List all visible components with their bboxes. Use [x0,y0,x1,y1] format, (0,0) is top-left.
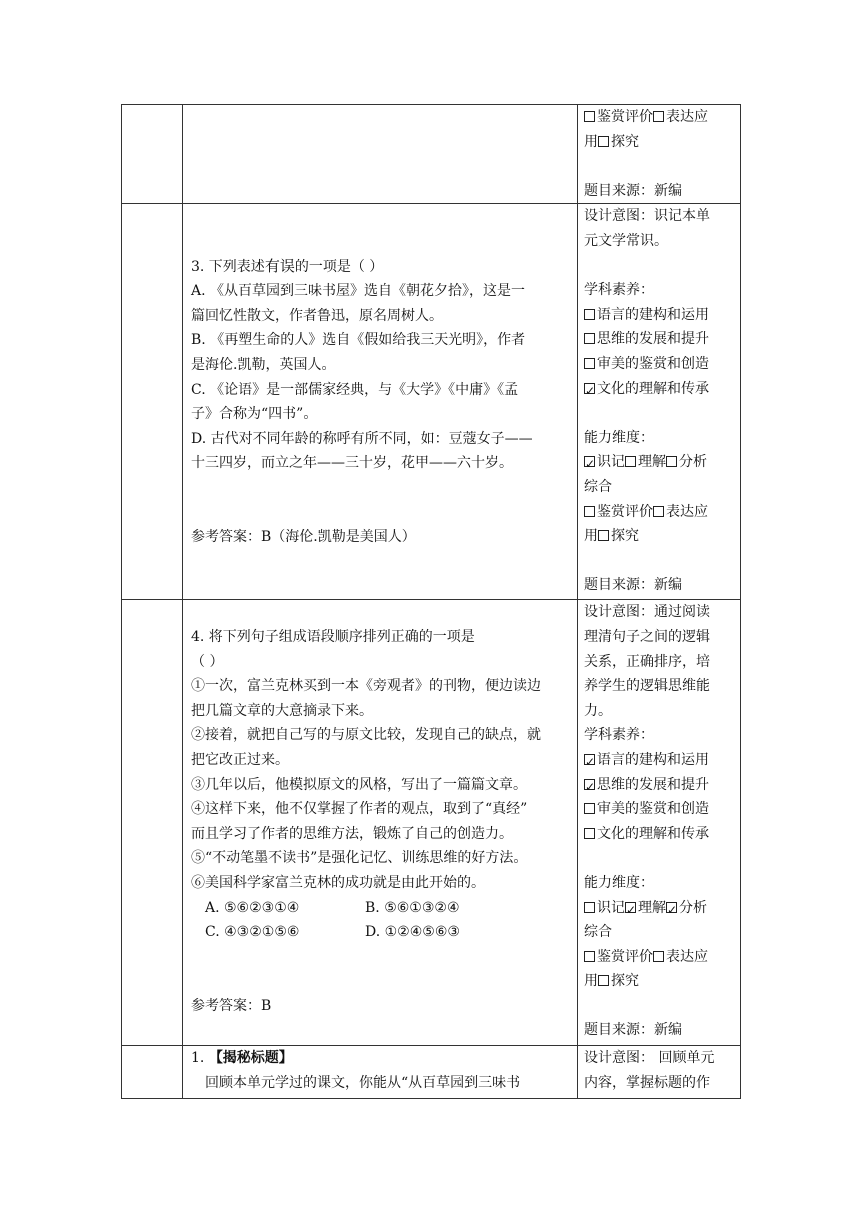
sentence-3: ③几年以后，他模拟原文的风格，写出了一篇篇文章。 [191,776,527,793]
ability-title: 能力维度： [584,874,654,891]
sentence-5: ⑤“不动笔墨不读书”是强化记忆、训练思维的好方法。 [191,850,528,867]
checkbox-icon [584,333,595,344]
sentence-4: ④这样下来，他不仅掌握了作者的观点，取到了“真经” [191,801,528,818]
answer-text: 参考答案：B [191,997,272,1014]
checkbox-icon [584,506,595,517]
option-a-line: A. 《从百草园到三味书屋》选自《朝花夕拾》，这是一 [191,283,526,300]
checkbox-icon [584,111,595,122]
question-4-cell: 4. 将下列句子组成语段顺序排列正确的一项是 （ ） ①一次，富兰克林买到一本《旁观者》的刊物，便边读边 把几篇文章的大意摘录下来。 ②接着，就把自己写的与原文比较，发现自己的缺点，就 把它改正过来。 ③几年以后，他模拟原文的风格，写出了一篇篇文章。 ④这样下来，他不仅掌握了作者的观点，取到了“真经” 而且学习了作者的思维方法，锻炼了自己的创造力。 ⑤“不动笔墨不读书”是强化记忆、训练思维的好方法。 ⑥美国科学家富兰克林的成功就是由此开始的。 A. ⑤⑥②③①④ B. ⑤⑥①③②④ C. ④③②①⑤⑥ D. ①②④⑤⑥③ 参考答案：B [183,600,578,1046]
literacy-title: 学科素养： [584,282,654,299]
empty-cell [122,105,183,204]
design-cell: 设计意图： 回顾单元 内容，掌握标题的作 [578,1046,741,1099]
checkbox-icon [584,358,595,369]
emphasis-text: 有误 [264,256,295,275]
checked-box-icon [584,779,595,790]
question-source: 题目来源：新编 [584,1022,682,1039]
checkbox-icon [584,828,595,839]
option-b-line: B. 《再塑生命的人》选自《假如给我三天光明》，作者 [191,332,526,349]
checkbox-icon [598,975,609,986]
design-cell: 设计意图：识记本单 元文学常识。 学科素养： 语言的建构和运用 思维的发展和提升 审美的鉴赏和创造 ✓文化的理解和传承 能力维度： ✓识记 理解 分析 综合 鉴赏评价 表达应 用 探究 题目来源：新编 [578,204,741,600]
design-cell: 设计意图：通过阅读 理清句子之间的逻辑 关系，正确排序，培 养学生的逻辑思维能 力。 学科素养： ✓语言的建构和运用 ✓思维的发展和提升 审美的鉴赏和创造 文化的理解和传承 能力维度： 识记✓ 理解✓ 分析 综合 鉴赏评价 表达应 用 探究 题目来源：新编 [578,600,741,1046]
checkbox-icon [598,530,609,541]
checkbox-icon [653,111,664,122]
option-d-line: D. 古代对不同年龄的称呼有所不同，如：豆蔻女子—— [191,430,533,447]
checkbox-icon [584,951,595,962]
design-intent: 设计意图： 回顾单元 [584,1050,715,1067]
checkbox-icon [598,136,609,147]
sentence-6: ⑥美国科学家富兰克林的成功就是由此开始的。 [191,874,485,891]
question-3-title: 3. 下列表述有误的一项是（ ） [191,256,384,275]
lesson-table [121,104,741,1099]
empty-cell [122,1046,183,1099]
question-cell-empty [183,105,578,204]
checkbox-icon [653,951,664,962]
literacy-title: 学科素养： [584,727,654,744]
checked-box-icon [666,902,677,913]
ability-title: 能力维度： [584,429,654,446]
empty-cell [122,204,183,600]
answer-text: 参考答案：B（海伦.凯勒是美国人） [191,529,416,546]
empty-cell [122,600,183,1046]
option-c-line: C. 《论语》是一部儒家经典，与《大学》《中庸》《孟 [191,381,519,398]
question-source: 题目来源：新编 [584,182,682,199]
checked-box-icon [584,754,595,765]
checkbox-icon [584,902,595,913]
question-source: 题目来源：新编 [584,577,682,594]
sentence-1: ①一次，富兰克林买到一本《旁观者》的刊物，便边读边 [191,678,541,695]
sentence-2: ②接着，就把自己写的与原文比较，发现自己的缺点，就 [191,727,541,744]
checked-box-icon [584,383,595,394]
question-3-cell: 3. 下列表述有误的一项是（ ） A. 《从百草园到三味书屋》选自《朝花夕拾》，这是一 篇回忆性散文，作者鲁迅，原名周树人。 B. 《再塑生命的人》选自《假如给我三天光明》，作者 是海伦.凯勒，英国人。 C. 《论语》是一部儒家经典，与《大学》《中庸》《孟 子》合称为“四书”。 D. 古代对不同年龄的称呼有所不同，如：豆蔻女子—— 十三四岁，而立之年——三十岁，花甲——六十岁。 参考答案：B（海伦.凯勒是美国人） [183,204,578,600]
design-intent: 设计意图：通过阅读 [584,604,710,621]
options-row: A. ⑤⑥②③①④ B. ⑤⑥①③②④ [205,899,460,916]
options-row: C. ④③②①⑤⑥ D. ①②④⑤⑥③ [205,924,460,941]
section-title: 1. 【揭秘标题】 [191,1050,293,1067]
checkbox-icon [625,456,636,467]
design-intent: 设计意图：识记本单 [584,208,710,225]
checkbox-icon [666,456,677,467]
checkbox-icon [653,506,664,517]
checked-box-icon [625,902,636,913]
question-4-title: 4. 将下列句子组成语段顺序排列正确的一项是 [191,628,475,645]
checkbox-icon [584,309,595,320]
design-cell: 鉴赏评价 表达应 用 探究 题目来源：新编 [578,105,741,204]
checkbox-icon [584,803,595,814]
section-cell: 1. 【揭秘标题】 回顾本单元学过的课文，你能从“从百草园到三味书 [183,1046,578,1099]
checked-box-icon [584,456,595,467]
